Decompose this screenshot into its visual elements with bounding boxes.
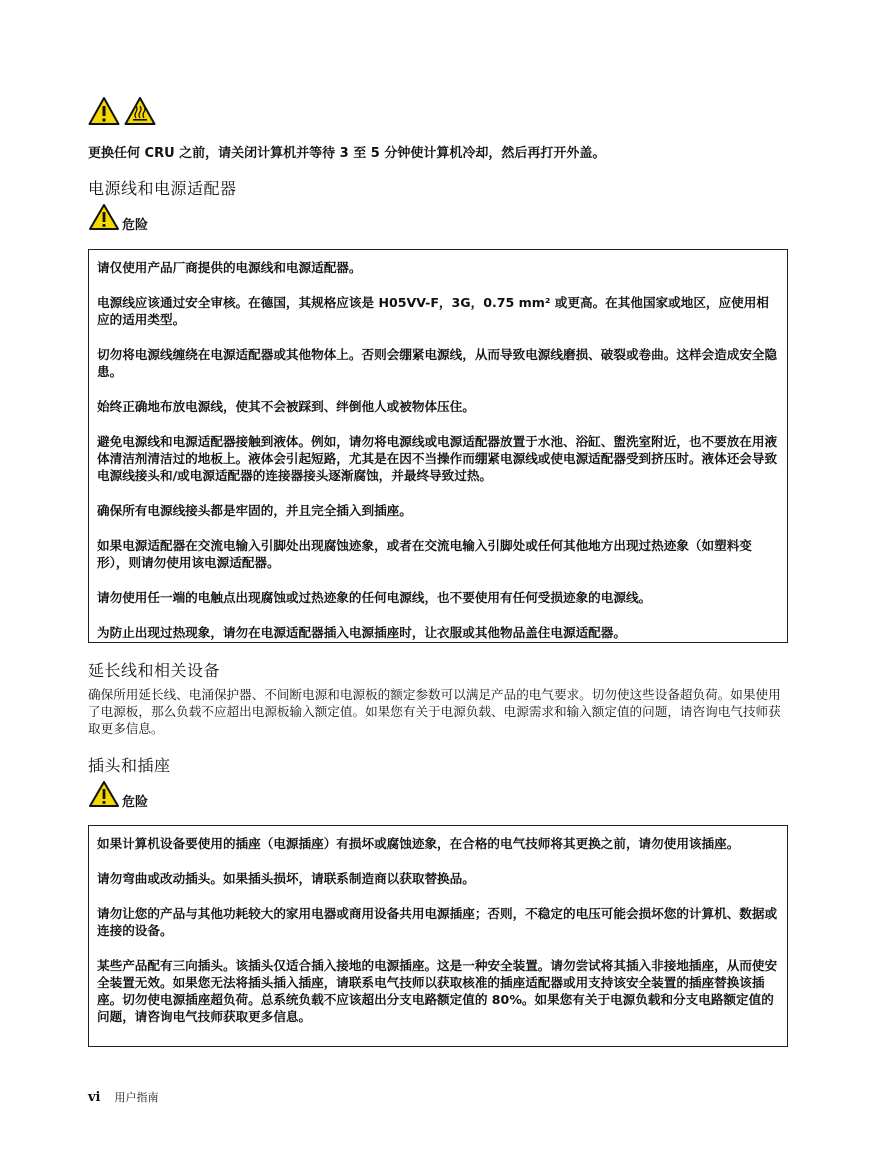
power-danger-box (88, 249, 788, 643)
top-warning-icons (88, 96, 156, 130)
extension-cords-body: 确保所用延长线、电涌保护器、不间断电源和电源板的额定参数可以满足产品的电气要求。切勿使这些设备超负荷。如果使用了电源板，那么负载不应超出电源板输入额定值。如果您有关于电源负载、电源需求和输入额定值的问题，请咨询电气技师获取更多信息。 (88, 687, 781, 736)
power-paragraph: 请仅使用产品厂商提供的电源线和电源适配器。 (97, 260, 362, 275)
power-paragraph: 始终正确地布放电源线，使其不会被踩到、绊倒他人或被物体压住。 (97, 399, 475, 414)
danger-label-plugs (88, 780, 148, 812)
power-paragraph: 避免电源线和电源适配器接触到液体。例如，请勿将电源线或电源适配器放置于水池、浴缸、盥洗室附近，也不要放在用液体清洁剂清洁过的地板上。液体会引起短路，尤其是在因不当操作而绷紧电源线或使电源适配器受到挤压时。液体还会导致电源线接头和/或电源适配器的连接器接头逐渐腐蚀，并最终导致过热。 (97, 434, 778, 483)
cru-cooling-notice: 更换任何 CRU 之前，请关闭计算机并等待 3 至 5 分钟使计算机冷却，然后再打开外盖。 (88, 146, 606, 161)
section-heading-extension-cords: 延长线和相关设备 (88, 661, 221, 680)
plugs-paragraph: 请勿弯曲或改动插头。如果插头损坏，请联系制造商以获取替换品。 (97, 871, 475, 886)
plugs-danger-box (88, 825, 788, 1047)
power-paragraph: 请勿使用任一端的电触点出现腐蚀或过热迹象的任何电源线，也不要使用有任何受损迹象的电源线。 (97, 590, 652, 605)
power-paragraph: 为防止出现过热现象，请勿在电源适配器插入电源插座时，让衣服或其他物品盖住电源适配器。 (97, 625, 626, 640)
page-number: vi (88, 1090, 101, 1105)
danger-label-power (88, 203, 148, 235)
hot-surface-icon (124, 96, 156, 130)
warning-icon (88, 96, 120, 130)
danger-text: 危险 (122, 218, 149, 233)
danger-text: 危险 (122, 795, 149, 810)
danger-warning-icon (88, 203, 120, 235)
danger-warning-icon (88, 780, 120, 812)
page-footer (88, 1090, 159, 1106)
section-heading-plugs-outlets: 插头和插座 (88, 756, 171, 775)
power-paragraph: 如果电源适配器在交流电输入引脚处出现腐蚀迹象，或者在交流电输入引脚处或任何其他地方出现过热迹象（如塑料变形），则请勿使用该电源适配器。 (97, 538, 752, 570)
plugs-paragraph: 请勿让您的产品与其他功耗较大的家用电器或商用设备共用电源插座；否则，不稳定的电压可能会损坏您的计算机、数据或连接的设备。 (97, 906, 778, 938)
power-paragraph: 切勿将电源线缠绕在电源适配器或其他物体上。否则会绷紧电源线，从而导致电源线磨损、破裂或卷曲。这样会造成安全隐患。 (97, 347, 778, 379)
plugs-paragraph: 如果计算机设备要使用的插座（电源插座）有损坏或腐蚀迹象，在合格的电气技师将其更换之前，请勿使用该插座。 (97, 836, 740, 851)
plugs-paragraph: 某些产品配有三向插头。该插头仅适合插入接地的电源插座。这是一种安全装置。请勿尝试将其插入非接地插座，从而使安全装置无效。如果您无法将插头插入插座，请联系电气技师以获取核准的插座适配器或用支持该安全装置的插座替换该插座。切勿使电源插座超负荷。总系统负载不应该超出分支电路额定值的 80%。如果您有关于电源负载和分支电路额定值的问题，请咨询电气技师获取更多信息。 (97, 958, 778, 1024)
power-paragraph: 确保所有电源线接头都是牢固的，并且完全插入到插座。 (97, 503, 412, 518)
power-paragraph: 电源线应该通过安全审核。在德国，其规格应该是 H05VV-F，3G，0.75 mm² 或更高。在其他国家或地区，应使用相应的适用类型。 (97, 295, 769, 327)
document-title: 用户指南 (114, 1091, 159, 1104)
section-heading-power-cords: 电源线和电源适配器 (88, 179, 237, 198)
